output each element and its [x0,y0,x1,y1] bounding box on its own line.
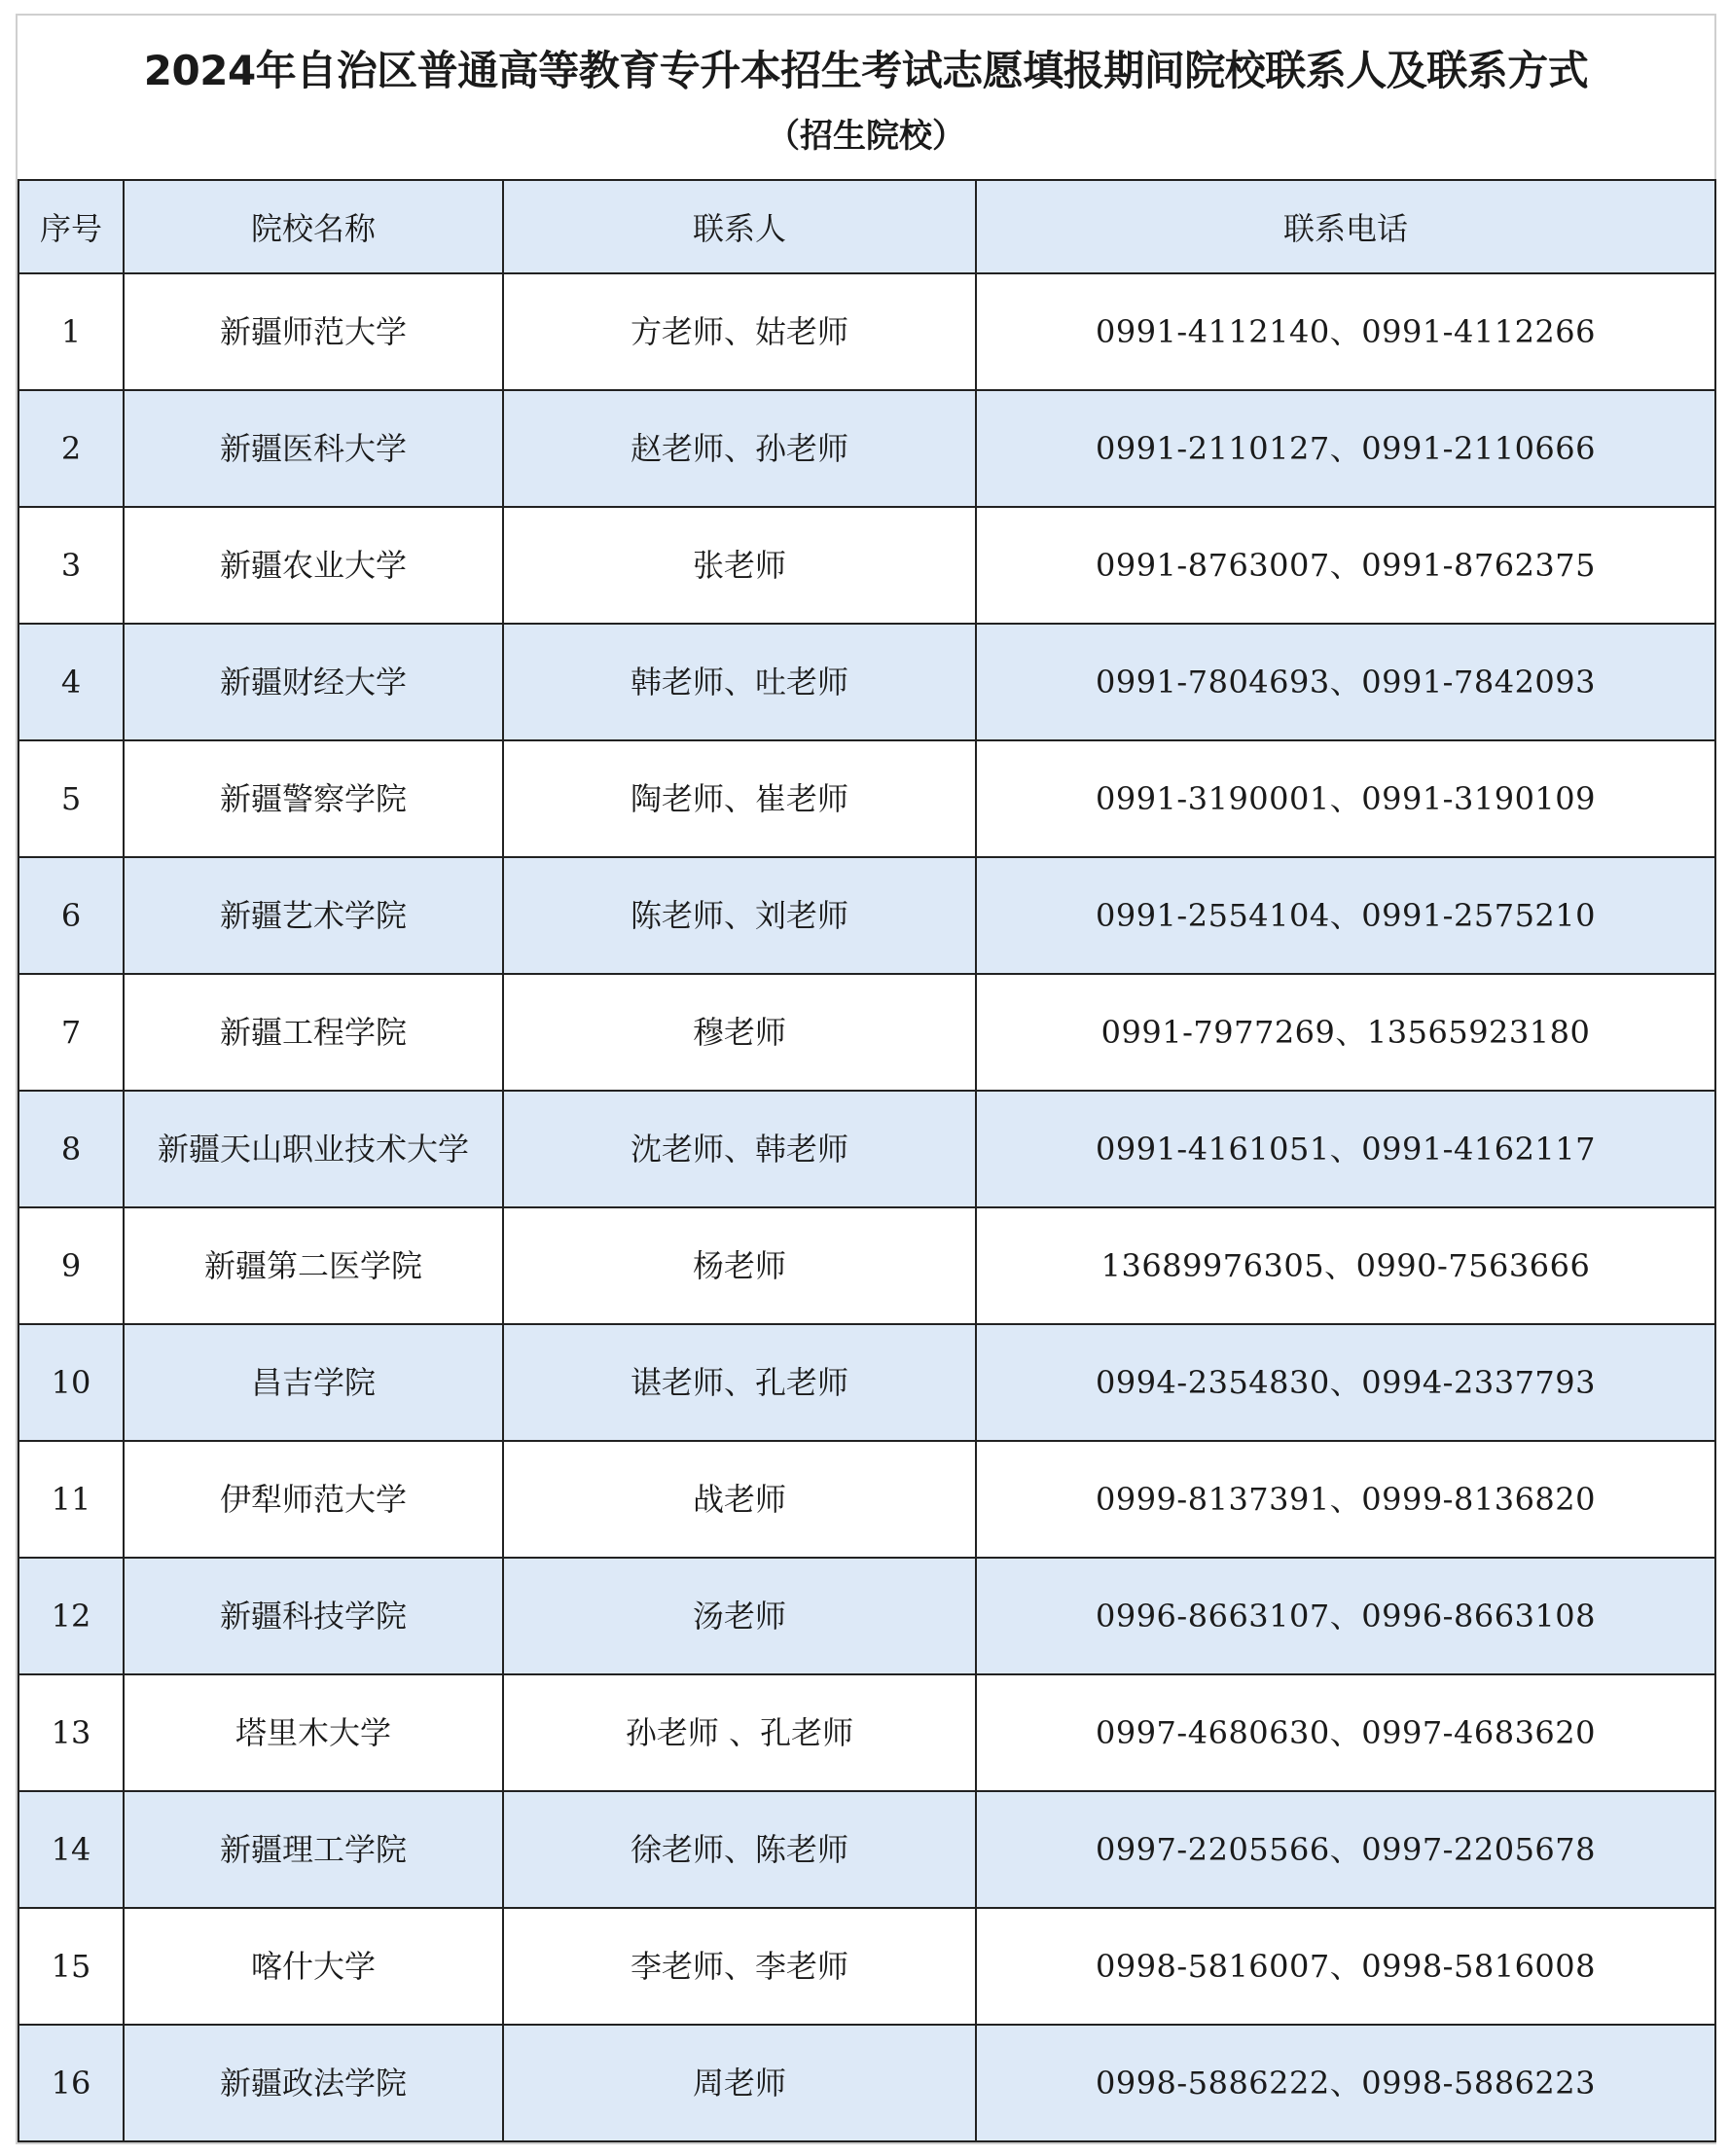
row-school-name: 新疆医科大学 [124,390,503,507]
table-row [18,390,1715,507]
row-no: 7 [18,974,124,1091]
row-contact-person: 汤老师 [503,1558,976,1674]
document-title: 2024年自治区普通高等教育专升本招生考试志愿填报期间院校联系人及联系方式 [143,47,1589,94]
row-no: 10 [18,1324,124,1441]
row-contact-person: 穆老师 [503,974,976,1091]
table-row [18,1791,1715,1908]
row-school-name: 新疆理工学院 [124,1791,503,1908]
row-contact-phone: 0991-8763007、0991-8762375 [976,507,1715,624]
row-contact-person: 方老师、姑老师 [503,273,976,390]
row-school-name: 新疆警察学院 [124,740,503,857]
row-no: 6 [18,857,124,974]
header-school-name: 院校名称 [124,180,503,273]
row-no: 16 [18,2025,124,2141]
row-contact-person: 陶老师、崔老师 [503,740,976,857]
row-no: 1 [18,273,124,390]
row-school-name: 昌吉学院 [124,1324,503,1441]
table-row [18,857,1715,974]
row-school-name: 新疆科技学院 [124,1558,503,1674]
row-contact-phone: 0997-4680630、0997-4683620 [976,1674,1715,1791]
row-school-name: 新疆财经大学 [124,624,503,740]
table-row [18,1441,1715,1558]
row-no: 3 [18,507,124,624]
table-row [18,2025,1715,2141]
table-row [18,273,1715,390]
row-no: 9 [18,1207,124,1324]
row-contact-person: 赵老师、孙老师 [503,390,976,507]
row-contact-phone: 0991-7977269、13565923180 [976,974,1715,1091]
row-contact-phone: 0997-2205566、0997-2205678 [976,1791,1715,1908]
row-school-name: 新疆艺术学院 [124,857,503,974]
title-block [18,16,1714,179]
table-row [18,624,1715,740]
row-school-name: 新疆第二医学院 [124,1207,503,1324]
row-no: 2 [18,390,124,507]
row-contact-person: 韩老师、吐老师 [503,624,976,740]
row-contact-phone: 0991-2110127、0991-2110666 [976,390,1715,507]
row-school-name: 塔里木大学 [124,1674,503,1791]
table-row [18,1674,1715,1791]
row-contact-phone: 0991-4161051、0991-4162117 [976,1091,1715,1207]
row-contact-phone: 0999-8137391、0999-8136820 [976,1441,1715,1558]
row-contact-person: 陈老师、刘老师 [503,857,976,974]
row-contact-phone: 0991-7804693、0991-7842093 [976,624,1715,740]
row-no: 14 [18,1791,124,1908]
table-header-row [18,180,1715,273]
row-contact-person: 战老师 [503,1441,976,1558]
document-subtitle: （招生院校） [767,117,965,156]
table-row [18,740,1715,857]
row-contact-phone: 0991-4112140、0991-4112266 [976,273,1715,390]
row-school-name: 新疆农业大学 [124,507,503,624]
header-contact-person: 联系人 [503,180,976,273]
row-no: 13 [18,1674,124,1791]
row-no: 5 [18,740,124,857]
row-contact-phone: 0998-5816007、0998-5816008 [976,1908,1715,2025]
row-school-name: 伊犁师范大学 [124,1441,503,1558]
row-school-name: 新疆天山职业技术大学 [124,1091,503,1207]
contacts-table [18,179,1716,2142]
row-no: 11 [18,1441,124,1558]
header-no: 序号 [18,180,124,273]
row-contact-phone: 0998-5886222、0998-5886223 [976,2025,1715,2141]
row-contact-person: 谌老师、孔老师 [503,1324,976,1441]
row-contact-person: 李老师、李老师 [503,1908,976,2025]
row-contact-phone: 0991-3190001、0991-3190109 [976,740,1715,857]
row-contact-phone: 13689976305、0990-7563666 [976,1207,1715,1324]
row-no: 4 [18,624,124,740]
document-sheet [16,14,1716,2144]
row-contact-person: 杨老师 [503,1207,976,1324]
table-row [18,1324,1715,1441]
table-row [18,1091,1715,1207]
row-no: 12 [18,1558,124,1674]
row-school-name: 新疆师范大学 [124,273,503,390]
row-no: 8 [18,1091,124,1207]
table-row [18,1207,1715,1324]
row-contact-phone: 0996-8663107、0996-8663108 [976,1558,1715,1674]
row-contact-person: 沈老师、韩老师 [503,1091,976,1207]
row-contact-person: 徐老师、陈老师 [503,1791,976,1908]
table-row [18,1558,1715,1674]
row-school-name: 新疆工程学院 [124,974,503,1091]
row-contact-phone: 0991-2554104、0991-2575210 [976,857,1715,974]
header-contact-phone: 联系电话 [976,180,1715,273]
row-contact-person: 张老师 [503,507,976,624]
row-contact-phone: 0994-2354830、0994-2337793 [976,1324,1715,1441]
row-no: 15 [18,1908,124,2025]
row-school-name: 新疆政法学院 [124,2025,503,2141]
row-contact-person: 孙老师 、孔老师 [503,1674,976,1791]
table-row [18,507,1715,624]
table-row [18,974,1715,1091]
row-school-name: 喀什大学 [124,1908,503,2025]
table-row [18,1908,1715,2025]
row-contact-person: 周老师 [503,2025,976,2141]
